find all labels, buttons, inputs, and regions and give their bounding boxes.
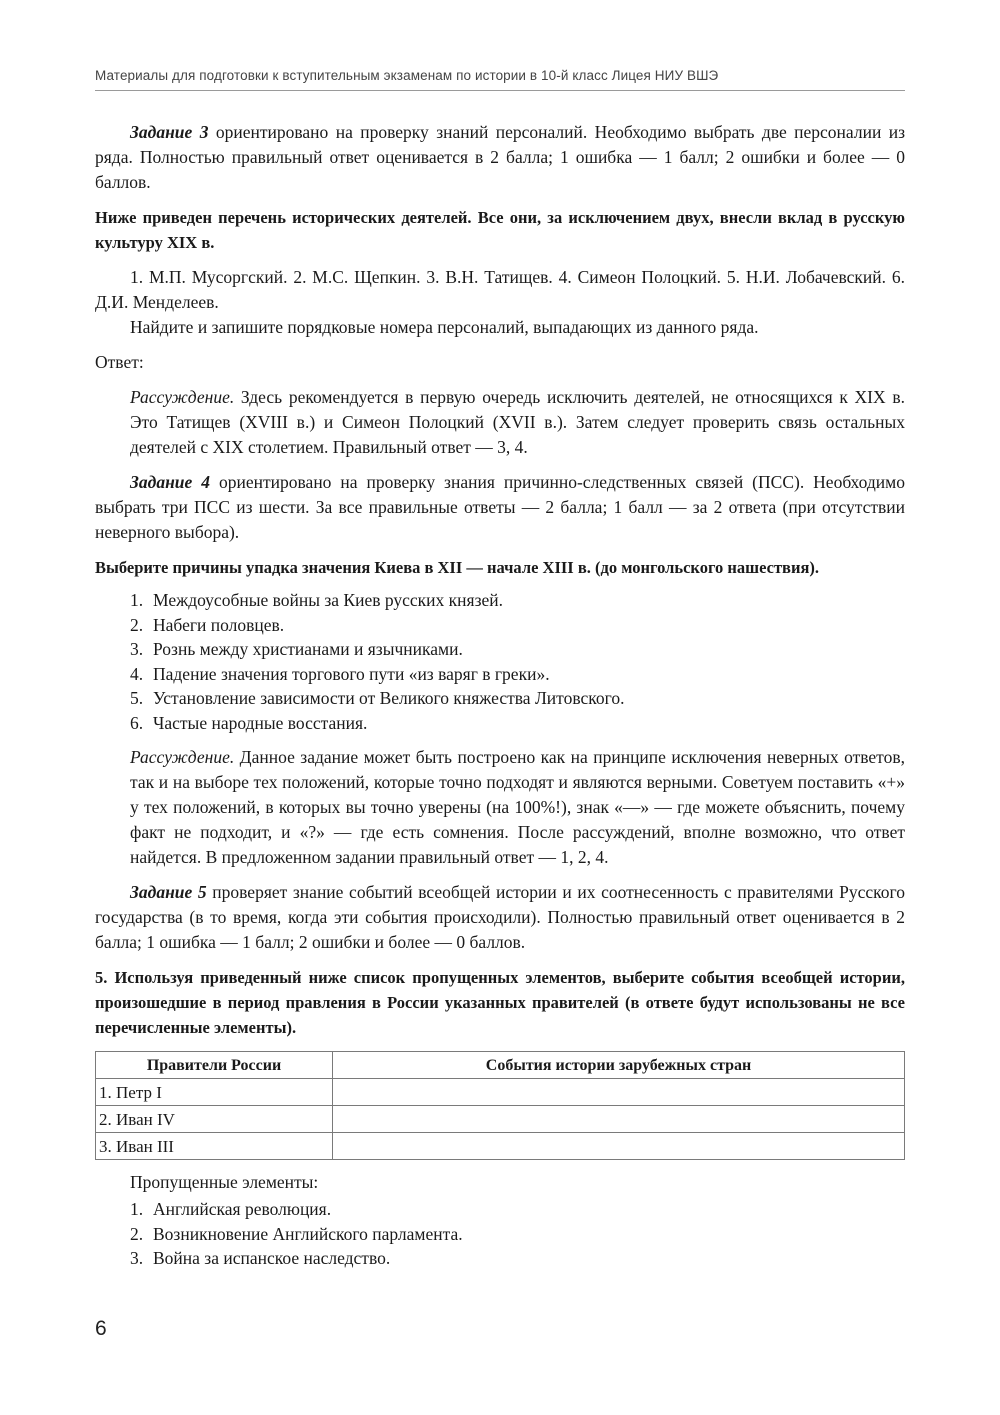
list-item-text: Частые народные восстания. (153, 712, 368, 733)
task5-intro-text: проверяет знание событий всеобщей истории и их соотнесенность с правителями Русского государства (в то время, когда эти события происходили). Полностью правильный ответ оценивается в 2 балла; 1 ошибка — 1 балл; 2 ошибки и более — 0 баллов. (95, 882, 906, 952)
list-item-number: 2. (130, 614, 144, 635)
task3-reasoning (130, 385, 905, 460)
table-row (96, 1106, 905, 1133)
list-item-number: 1. (130, 590, 144, 610)
table-cell-ruler: 3. Иван III (96, 1133, 333, 1160)
table-cell-event (333, 1133, 905, 1160)
list-item (130, 686, 905, 711)
table-header-row (96, 1052, 905, 1079)
rulers-events-table (95, 1051, 905, 1160)
list-item-number: 3. (130, 1248, 144, 1268)
table-header-rulers: Правители России (96, 1052, 333, 1079)
list-item (130, 1222, 905, 1247)
task3-answer-label: Ответ: (95, 352, 144, 372)
task3-intro-text: ориентировано на проверку знаний персоналий. Необходимо выбрать две персоналии из ряда. Полностью правильный ответ оценивается в 2 балла; 1 ошибка — 1 балл; 2 ошибки и более — 0 баллов. (95, 122, 905, 192)
table-cell-ruler: 1. Петр I (96, 1079, 333, 1106)
task3-instruction: Найдите и запишите порядковые номера персоналий, выпадающих из данного ряда. (130, 317, 759, 337)
table-row (96, 1133, 905, 1160)
list-item (130, 662, 905, 687)
list-item-text: Рознь между христианами и язычниками. (153, 639, 463, 659)
task4-label: Задание 4 (130, 472, 211, 492)
list-item-text: Война за испанское наследство. (153, 1248, 391, 1268)
running-header: Материалы для подготовки к вступительным экзаменам по истории в 10-й класс Лицея НИУ ВШЭ (95, 68, 719, 83)
list-item (130, 637, 905, 662)
list-item-number: 6. (130, 712, 144, 733)
task5-missing-list (95, 1197, 905, 1271)
list-item-number: 4. (130, 663, 144, 684)
table-cell-event (333, 1079, 905, 1106)
task3-label: Задание 3 (130, 122, 209, 142)
list-item-number: 2. (130, 1223, 144, 1244)
task5-label: Задание 5 (130, 882, 207, 902)
task5-intro (95, 880, 905, 955)
list-item-number: 1. (130, 1199, 144, 1219)
header-divider (95, 90, 905, 91)
list-item-text: Падение значения торгового пути «из варяг в греки». (153, 663, 550, 684)
task5-question: 5. Используя приведенный ниже список пропущенных элементов, выберите события всеобщей истории, произошедшие в период правления в России указанных правителей (в ответе будут использованы не все перечисленные элементы). (95, 968, 905, 1037)
task3-question: Ниже приведен перечень исторических деятелей. Все они, за исключением двух, внесли вклад в русскую культуру XIX в. (95, 208, 905, 252)
task4-options-list (95, 588, 905, 735)
task4-reasoning (130, 745, 905, 870)
list-item (130, 613, 905, 638)
task4-question: Выберите причины упадка значения Киева в XII — начале XIII в. (до монгольского нашествия). (95, 558, 820, 577)
task3-reasoning-text: Здесь рекомендуется в первую очередь исключить деятелей, не относящихся к XIX в. Это Татищев (XVIII в.) и Симеон Полоцкий (XVII в.). Затем следует проверить связь остальных деятелей с XIX столетием. Правильный ответ — 3, 4. (130, 387, 905, 457)
task4-reasoning-text: Данное задание может быть построено как на принципе исключения неверных ответов, так и на выборе тех положений, которые точно подходят и являются верными. Советуем поставить «+» у тех положений, в которых вы точно уверены (на 100%!), знак «—» — где можете объяснить, почему факт не подходит, и «?» — где есть сомнения. После рассуждений, вполне возможно, что ответ найдется. В предложенном задании правильный ответ — 1, 2, 4. (130, 747, 905, 867)
list-item (130, 1197, 905, 1222)
page-number: 6 (95, 1317, 107, 1340)
table-cell-event (333, 1106, 905, 1133)
table-row (96, 1079, 905, 1106)
list-item-text: Установление зависимости от Великого княжества Литовского. (153, 688, 625, 708)
task3-person-list: 1. М.П. Мусоргский. 2. М.С. Щепкин. 3. В.Н. Татищев. 4. Симеон Полоцкий. 5. Н.И. Лобачевский. 6. Д.И. Менделеев. (95, 267, 905, 312)
task3-reasoning-label: Рассуждение. (130, 387, 235, 407)
list-item-text: Междоусобные войны за Киев русских князей. (153, 590, 503, 610)
list-item-number: 5. (130, 688, 144, 708)
task5-missing-label: Пропущенные элементы: (130, 1172, 319, 1192)
list-item-number: 3. (130, 639, 144, 659)
task4-intro-text: ориентировано на проверку знания причинно-следственных связей (ПСС). Необходимо выбрать три ПСС из шести. За все правильные ответы — 2 балла; 1 балл — за 2 ответа (при отсутствии неверного выбора). (95, 472, 905, 542)
list-item (130, 711, 905, 736)
list-item-text: Возникновение Английского парламента. (153, 1223, 463, 1244)
list-item (130, 588, 905, 613)
task4-reasoning-label: Рассуждение. (130, 747, 235, 767)
page-content (95, 120, 905, 1271)
list-item (130, 1246, 905, 1271)
list-item-text: Английская революция. (153, 1199, 332, 1219)
task4-intro (95, 470, 905, 545)
table-header-events: События истории зарубежных стран (333, 1052, 905, 1079)
table-cell-ruler: 2. Иван IV (96, 1106, 333, 1133)
list-item-text: Набеги половцев. (153, 614, 285, 635)
task3-intro (95, 120, 905, 195)
